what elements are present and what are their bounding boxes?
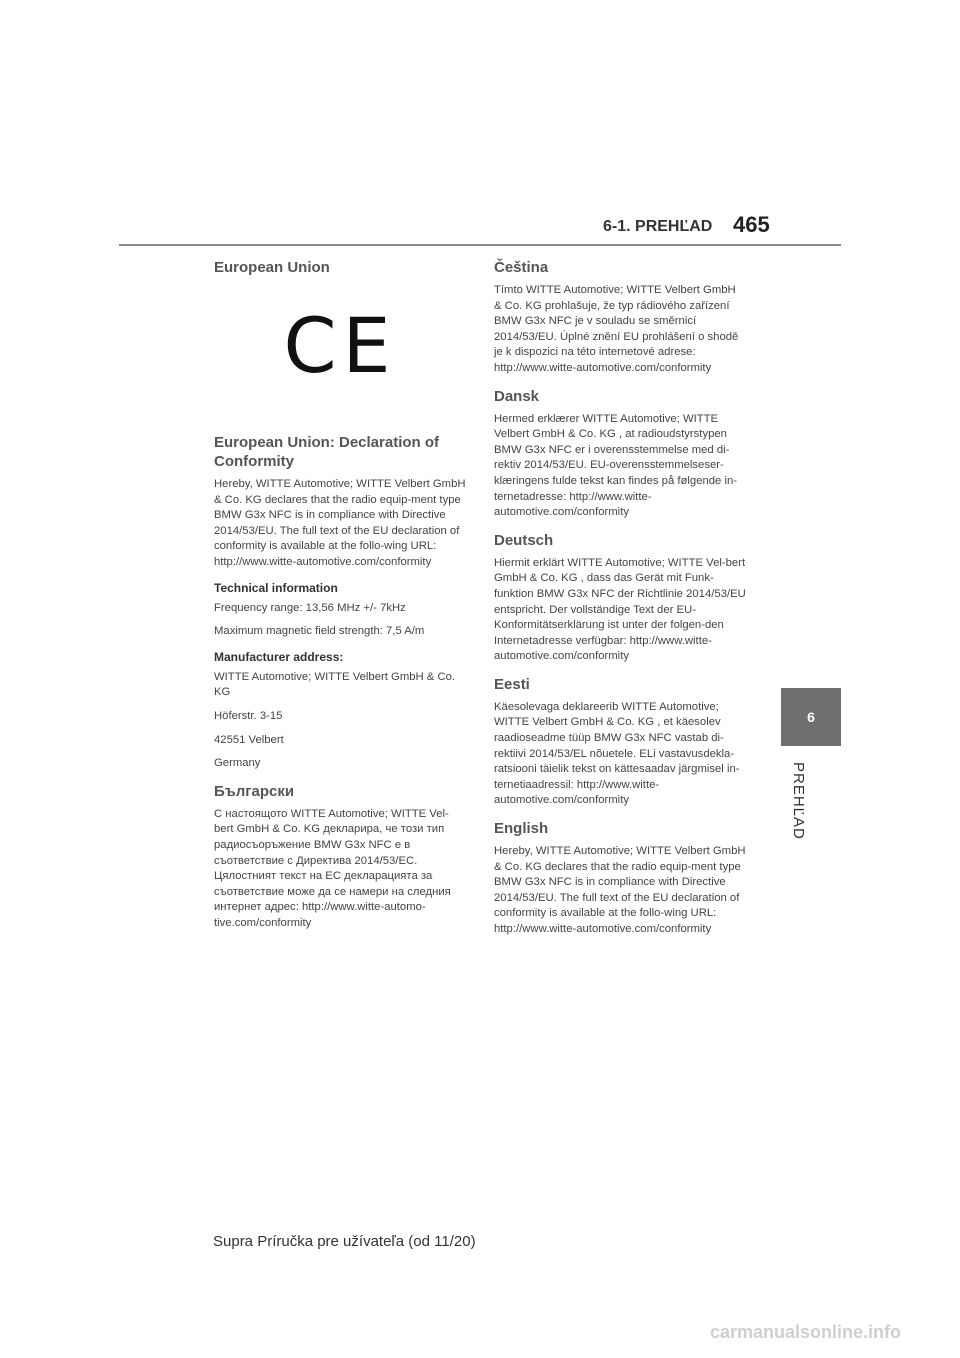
bulgarian-heading: Български	[214, 782, 295, 800]
technical-heading: Technical information	[214, 580, 338, 595]
danish-heading: Dansk	[494, 387, 540, 405]
frequency-range: Frequency range: 13,56 MHz +/- 7kHz	[214, 601, 406, 614]
header-title: 6-1. PREHĽAD	[603, 218, 713, 235]
chapter-side-label: PREHĽAD	[790, 762, 807, 840]
estonian-heading: Eesti	[494, 675, 530, 693]
estonian-section	[494, 675, 746, 809]
czech-body: Tímto WITTE Automotive; WITTE Velbert GmbH & Co. KG prohlašuje, že typ rádiového zařízení BMW G3x NFC je v souladu se směrnicí 2014/53/EU. Úplné znění EU prohlášení o shodě je k dispozici na této internetové adrese: http://www.witte-automotive.com/conformity	[494, 284, 739, 374]
bulgarian-body: С настоящото WITTE Automotive; WITTE Vel-bert GmbH & Co. KG декларира, че този тип радиосъоръжение BMW G3x NFC е в съответствие с Директива 2014/53/ЕС. Цялостният текст на ЕС декларацията за съответствие може да се намери на следния интернет адрес: http://www.witte-automo-tive.com/conformity	[214, 807, 451, 929]
english-heading: English	[494, 820, 549, 838]
bulgarian-section	[214, 782, 466, 932]
danish-section	[494, 387, 746, 521]
footer-text: Supra Príručka pre užívateľa (od 11/20)	[213, 1233, 476, 1250]
left-column	[214, 258, 466, 941]
watermark-link[interactable]: carmanualsonline.info	[710, 1322, 902, 1342]
german-heading: Deutsch	[494, 531, 554, 549]
manufacturer-name: WITTE Automotive; WITTE Velbert GmbH & Co. KG	[214, 670, 456, 699]
chapter-tab[interactable]: 6	[781, 688, 841, 746]
manufacturer-section	[214, 650, 466, 772]
manufacturer-country: Germany	[214, 757, 261, 770]
ce-mark-logo: CE	[283, 301, 397, 390]
right-column	[494, 258, 746, 948]
manufacturer-city: 42551 Velbert	[214, 733, 284, 746]
english-section	[494, 819, 746, 938]
czech-section	[494, 258, 746, 377]
eu-declaration-heading: European Union: Declaration of Conformity	[214, 434, 440, 470]
german-body: Hiermit erklärt WITTE Automotive; WITTE Vel-bert GmbH & Co. KG , dass das Gerät mit Funk-funktion BMW G3x NFC der Richtlinie 2014/53/EU entspricht. Der vollständige Text der EU-Konformitätserklärung ist unter der folgen-den Internetadresse verfügbar: http://www.witte-automotive.com/conformity	[494, 556, 746, 663]
magnetic-field: Maximum magnetic field strength: 7,5 A/m	[214, 625, 425, 638]
estonian-body: Käesolevaga deklareerib WITTE Automotive; WITTE Velbert GmbH & Co. KG , et käesolev raadioseadme tüüp BMW G3x NFC vastab di-rektiivi 2014/53/EL nõuetele. ELi vastavusdekla-ratsiooni täielik tekst on kättesaadav järgmisel in-ternetiaadressil: http://www.witte-automotive.com/conformity	[494, 700, 740, 807]
german-section	[494, 531, 746, 665]
danish-body: Hermed erklærer WITTE Automotive; WITTE Velbert GmbH & Co. KG , at radioudstyrstypen BMW G3x NFC er i overensstemmelse med di-rektiv 2014/53/EU. EU-overensstemmelseser-klæringens fulde tekst kan findes på følgende in-ternetadresse: http://www.witte-automotive.com/conformity	[494, 412, 738, 519]
page-number: 465	[733, 212, 770, 237]
english-body: Hereby, WITTE Automotive; WITTE Velbert GmbH & Co. KG declares that the radio equip-ment type BMW G3x NFC is in compliance with Directive 2014/53/EU. The full text of the EU declaration of conformity is available at the follo-wing URL: http://www.witte-automotive.com/conformity	[494, 845, 746, 935]
header-rule	[119, 244, 841, 246]
manufacturer-street: Höferstr. 3-15	[214, 709, 283, 722]
eu-declaration-body: Hereby, WITTE Automotive; WITTE Velbert GmbH & Co. KG declares that the radio equip-ment type BMW G3x NFC is in compliance with Directive 2014/53/EU. The full text of the EU declaration of conformity is available at the follo-wing URL: http://www.witte-automotive.com/conformity	[214, 478, 466, 568]
manufacturer-heading: Manufacturer address:	[214, 649, 344, 664]
czech-heading: Čeština	[494, 259, 549, 276]
technical-section	[214, 581, 466, 640]
eu-declaration-section	[214, 433, 466, 571]
eu-heading: European Union	[214, 259, 330, 276]
